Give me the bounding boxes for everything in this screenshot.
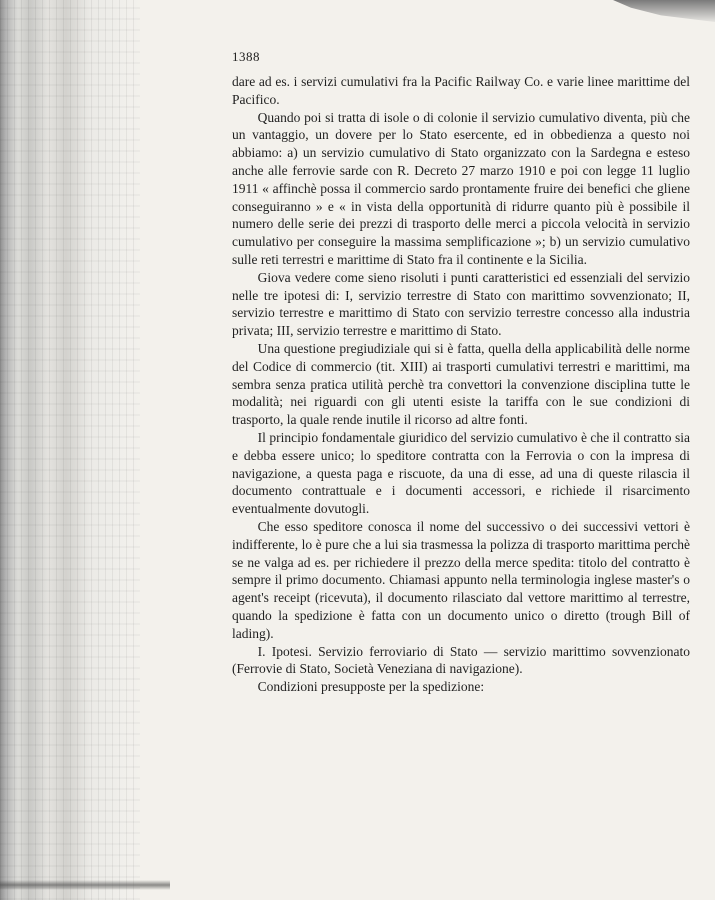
- scan-corner-smudge: [595, 0, 715, 22]
- paragraph-8: Condizioni presupposte per la spedizione:: [257, 679, 485, 695]
- scan-bottom-mark: [0, 880, 170, 890]
- paragraph-4: Una questione pregiudiziale qui si è fatta, quella della applicabilità delle norme del Codice di commercio (tit. XIII) ai trasporti cumulativi terrestri e marittimi, ma sembra senza pratica utilità perchè tra convettori la convenzione disciplina tutte le modalità; nei riguardi con gli utenti esiste la tariffa con le sue condizioni di trasporto, la quale rende inutile il ricorso ad altre fonti.: [232, 340, 690, 428]
- paragraph-5: Il principio fondamentale giuridico del servizio cumulativo è che il contratto sia e debba essere unico; lo speditore contratta con la Ferrovia o con la impresa di navigazione, a questa paga e riscuote, da una di esse, ad una di queste rilascia il documento contrattuale e i documenti accessori, e richiede il risarcimento eventualmente dovutogli.: [232, 429, 690, 517]
- scan-binding-gutter: [0, 0, 140, 900]
- body-text: [232, 73, 690, 696]
- page-content: [232, 48, 690, 696]
- paragraph-2: Quando poi si tratta di isole o di colonie il servizio cumulativo diventa, più che un vantaggio, un dovere per lo Stato esercente, ed in obbedienza a questo noi abbiamo: a) un servizio cumulativo di Stato organizzato con la Sardegna e esteso anche alle ferrovie sarde con R. Decreto 27 marzo 1910 e poi con legge 11 luglio 1911 « affinchè possa il commercio sardo prontamente fruire dei benefici che gliene conseguiranno » e « in vista della opportunità di ridurre quanto più è possibile il numero delle serie dei prezzi di trasporto delle merci a piccola velocità in servizio cumulativo per conseguire la massima semplificazione »; b) un servizio cumulativo sulle reti terrestri e marittime di Stato fra il continente e la Sicilia.: [232, 109, 690, 267]
- paragraph-7: I. Ipotesi. Servizio ferroviario di Stato — servizio marittimo sovvenzionato (Ferrovie di Stato, Società Veneziana di navigazione).: [232, 643, 690, 677]
- page-number: 1388: [232, 49, 260, 64]
- paragraph-6: Che esso speditore conosca il nome del successivo o dei successivi vettori è indifferente, lo è pure che a lui sia trasmessa la polizza di trasporto marittima perchè se ne valga ad es. per richiedere il prezzo della merce spedita: titolo del contratto è sempre il primo documento. Chiamasi appunto nella terminologia inglese master's o agent's receipt (ricevuta), il documento rilasciato dal vettore marittimo al terrestre, quando la spedizione è fatta con un documento unico o diretto (trough Bill of lading).: [232, 518, 690, 641]
- paragraph-3: Giova vedere come sieno risoluti i punti caratteristici ed essenziali del servizio nelle tre ipotesi di: I, servizio terrestre di Stato con marittimo sovvenzionato; II, servizio terrestre e marittimo di Stato con servizio terrestre concesso alla industria privata; III, servizio terrestre e marittimo di Stato.: [232, 269, 690, 339]
- paragraph-1: dare ad es. i servizi cumulativi fra la Pacific Railway Co. e varie linee marittime del Pacifico.: [232, 74, 690, 107]
